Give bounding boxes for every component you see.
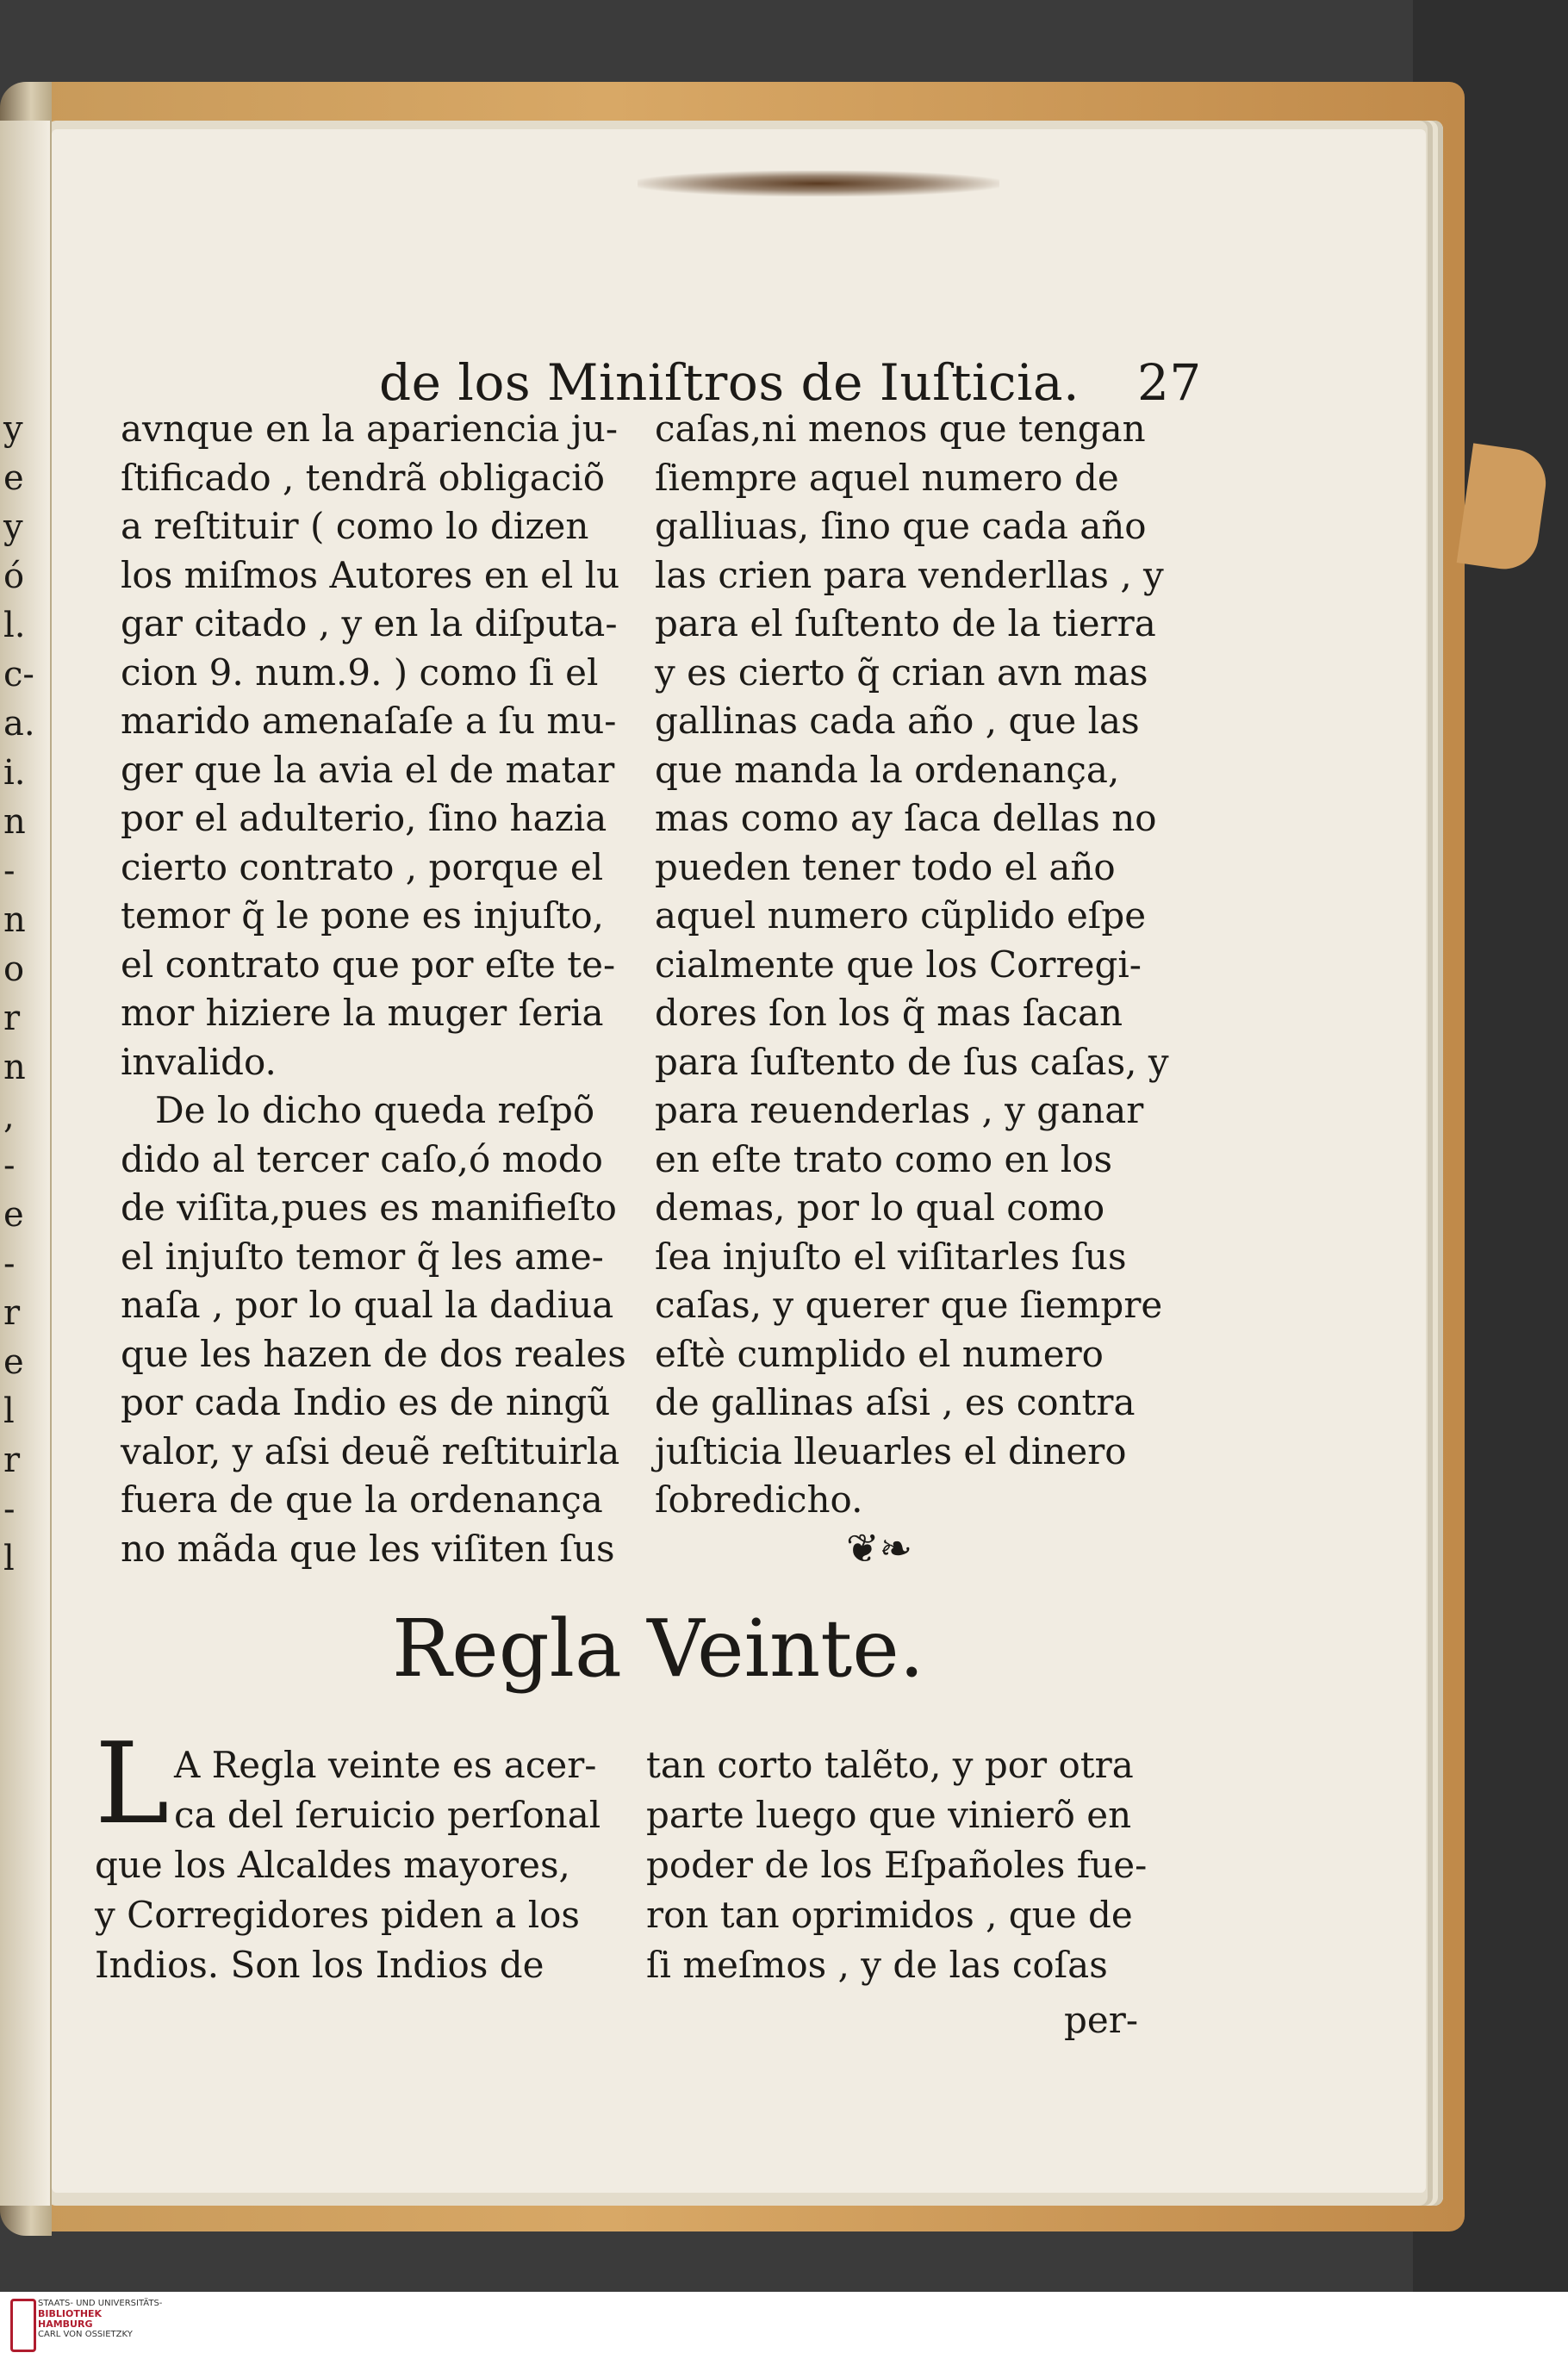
text-line: el injuſto temor q̃ les ame- [121, 1235, 604, 1278]
text-line: cion 9. num.9. ) como ſi el [121, 650, 599, 694]
text-line: para ſuſtento de ſus caſas, y [655, 1040, 1169, 1083]
text-line: ſiempre aquel numero de [655, 456, 1119, 499]
margin-fragment: y [3, 507, 23, 547]
text-line: cialmente que los Corregi- [655, 943, 1142, 986]
rule-text-line: poder de los Eſpañoles fue- [646, 1844, 1148, 1886]
page-burn-stain [638, 171, 999, 196]
text-line: dores ſon los q̃ mas ſacan [655, 992, 1123, 1034]
margin-fragment: n [3, 802, 26, 842]
text-line: eſtè cumplido el numero [655, 1332, 1104, 1375]
text-line: los miſmos Autores en el lu [121, 553, 620, 596]
rule-text-line: parte luego que vinierõ en [646, 1794, 1132, 1836]
text-line: gar citado , y en la diſputa- [121, 602, 618, 644]
text-line: pueden tener todo el año [655, 845, 1116, 888]
logo-line-4: CARL VON OSSIETZKY [38, 2330, 133, 2339]
text-line: a reſtituir ( como lo dizen [121, 505, 589, 547]
margin-fragment: e [3, 1342, 24, 1382]
text-line: y es cierto q̃ crian avn mas [655, 650, 1148, 694]
margin-fragment: y [3, 409, 23, 449]
drop-cap: L [95, 1718, 170, 1849]
text-line: valor, y aſsi deuẽ reſtituirla [121, 1429, 620, 1472]
text-line: De lo dicho queda reſpõ [155, 1089, 595, 1131]
margin-fragment: ó [3, 557, 25, 596]
margin-fragment: r [3, 999, 21, 1038]
margin-fragment: e [3, 1195, 24, 1235]
rule-text-line: ron tan oprimidos , que de [646, 1894, 1133, 1936]
logo-line-3: HAMBURG [38, 2319, 93, 2330]
library-logo-icon [10, 2299, 36, 2352]
margin-fragment: - [3, 1490, 16, 1529]
margin-fragment: a. [3, 704, 35, 744]
text-line: de gallinas aſsi , es contra [655, 1381, 1136, 1423]
running-title: de los Miniſtros de Iuſticia. [379, 353, 1080, 412]
margin-fragment: l [3, 1539, 15, 1578]
margin-fragment: c- [3, 655, 34, 694]
logo-line-2: BIBLIOTHEK [38, 2308, 103, 2319]
text-line: no mãda que les viſiten ſus [121, 1527, 615, 1570]
fleuron-ornament-icon: ❦❧ [846, 1525, 913, 1572]
catchword: per- [1064, 1999, 1139, 2041]
text-line: las crien para venderllas , y [655, 553, 1164, 596]
text-line: caſas, y querer que ſiempre [655, 1284, 1163, 1326]
rule-text-column-right [646, 1740, 1147, 1990]
page-number: 27 [1137, 353, 1202, 412]
rule-text-line: A Regla veinte es acer- [174, 1744, 597, 1786]
text-line: dido al tercer caſo,ó modo [121, 1137, 603, 1180]
library-logo [38, 2299, 162, 2340]
text-line: invalido. [121, 1040, 277, 1083]
margin-fragment: , [3, 1097, 15, 1136]
text-line: galliuas, ſino que cada año [655, 505, 1147, 547]
text-line: ſtificado , tendrã obligaciõ [121, 456, 605, 499]
margin-fragment: l. [3, 606, 26, 645]
text-line: avnque en la apariencia ju- [121, 408, 619, 450]
rule-text-column-left [95, 1740, 600, 1990]
text-line: demas, por lo qual como [655, 1186, 1105, 1229]
rule-text-line: ca del ſeruicio perſonal [174, 1794, 601, 1836]
margin-fragment: r [3, 1441, 21, 1480]
footer-strip [0, 2292, 1568, 2359]
margin-fragment: i. [3, 753, 26, 793]
logo-line-1: STAATS- UND UNIVERSITÄTS- [38, 2299, 163, 2308]
text-line: cierto contrato , porque el [121, 845, 604, 888]
left-page-margin-fragments [3, 405, 35, 1584]
margin-fragment: o [3, 949, 25, 989]
text-line: aquel numero cũplido eſpe [655, 894, 1147, 937]
margin-fragment: - [3, 1244, 16, 1284]
rule-text-line: y Corregidores piden a los [95, 1894, 580, 1936]
text-line: mas como ay ſaca dellas no [655, 797, 1157, 839]
text-line: naſa , por lo qual la dadiua [121, 1284, 614, 1326]
text-line: fuera de que la ordenança [121, 1478, 603, 1521]
text-line: para reuenderlas , y ganar [655, 1089, 1144, 1131]
margin-fragment: - [3, 1146, 16, 1186]
text-line: ſobredicho. [655, 1478, 863, 1521]
section-heading: Regla Veinte. [392, 1603, 924, 1695]
text-line: gallinas cada año , que las [655, 700, 1140, 742]
text-column-left [121, 405, 626, 1573]
text-line: para el ſuſtento de la tierra [655, 602, 1156, 644]
margin-fragment: n [3, 900, 26, 940]
text-line: de viſita,pues es manifieſto [121, 1186, 617, 1229]
margin-fragment: - [3, 851, 16, 891]
text-line: ger que la avia el de matar [121, 748, 615, 791]
margin-fragment: l [3, 1391, 15, 1431]
text-line: en eſte trato como en los [655, 1137, 1113, 1180]
text-line: caſas,ni menos que tengan [655, 408, 1146, 450]
text-line: ſea injuſto el viſitarles ſus [655, 1235, 1127, 1278]
margin-fragment: r [3, 1293, 21, 1333]
rule-text-line: que los Alcaldes mayores, [95, 1844, 570, 1886]
rule-text-line: tan corto talẽto, y por otra [646, 1744, 1134, 1786]
text-line: que manda la ordenança, [655, 748, 1120, 791]
margin-fragment: n [3, 1048, 26, 1087]
text-line: mor hiziere la muger ſeria [121, 992, 604, 1034]
text-line: por el adulterio, ſino hazia [121, 797, 607, 839]
text-line: temor q̃ le pone es injuſto, [121, 894, 604, 937]
text-line: que les hazen de dos reales [121, 1332, 626, 1375]
text-line: el contrato que por eſte te- [121, 943, 616, 986]
text-line: juſticia lleuarles el dinero [655, 1429, 1127, 1472]
rule-text-line: Indios. Son los Indios de [95, 1944, 544, 1986]
text-line: por cada Indio es de ningũ [121, 1381, 611, 1423]
text-column-right [655, 405, 1169, 1525]
text-line: marido amenaſaſe a ſu mu- [121, 700, 617, 742]
rule-text-line: ſi meſmos , y de las coſas [646, 1944, 1108, 1986]
margin-fragment: e [3, 458, 24, 498]
